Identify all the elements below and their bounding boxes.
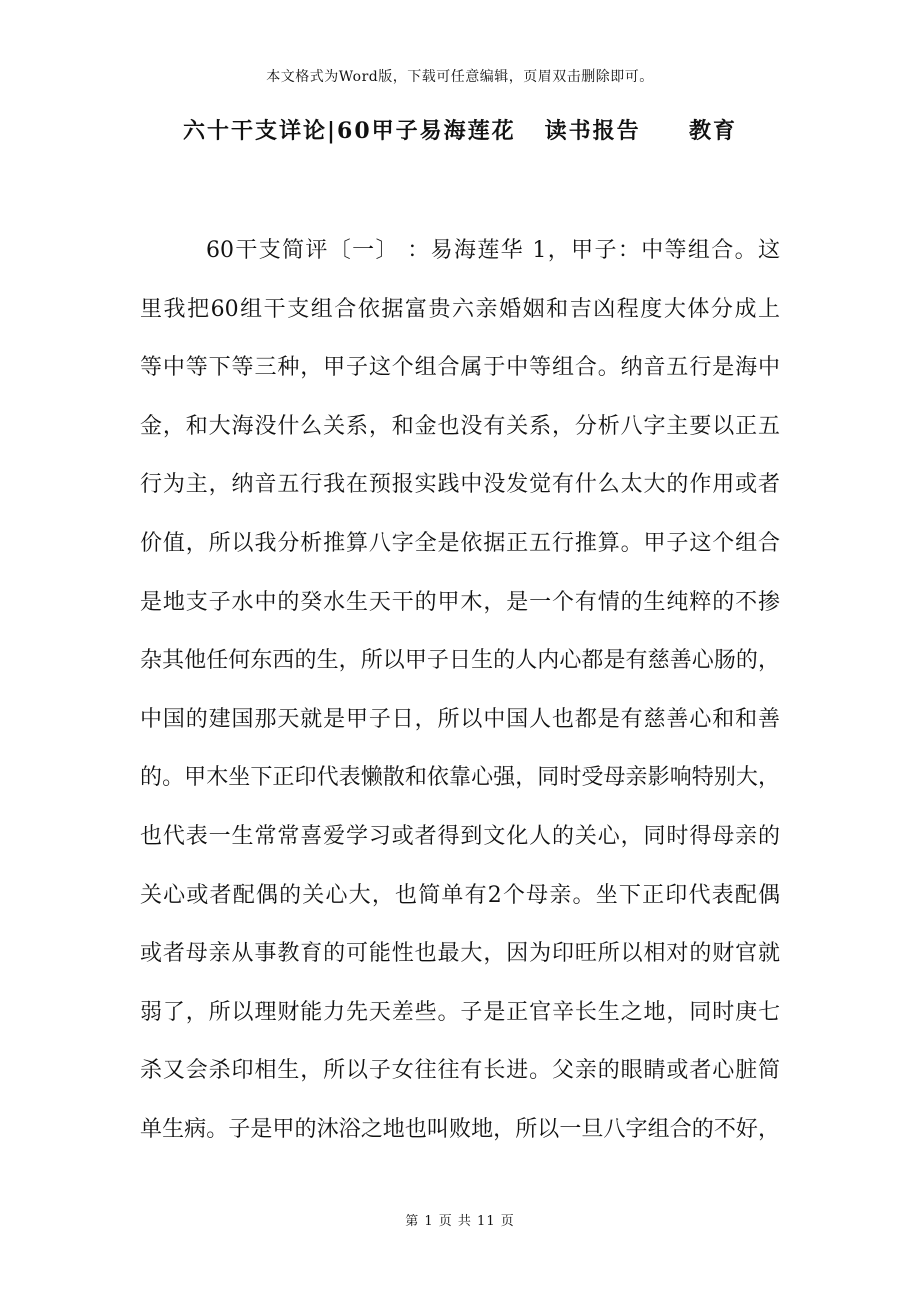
header-note: 本文格式为Word版，下载可任意编辑，页眉双击删除即可。 xyxy=(266,69,654,85)
body-line: 等中等下等三种，甲子这个组合属于中等组合。纳音五行是海中 xyxy=(140,355,780,381)
body-line: 也代表一生常常喜爱学习或者得到文化人的关心，同时得母亲的 xyxy=(140,823,780,849)
body-line: 里我把60组干支组合依据富贵六亲婚姻和吉凶程度大体分成上 xyxy=(140,296,780,322)
body-line: 的。甲木坐下正印代表懒散和依靠心强，同时受母亲影响特别大， xyxy=(140,765,780,791)
body-line: 弱了，所以理财能力先天差些。子是正官辛长生之地，同时庚七 xyxy=(140,999,780,1025)
body-line: 价值，所以我分析推算八字全是依据正五行推算。甲子这个组合 xyxy=(140,530,780,556)
body-line: 金，和大海没什么关系，和金也没有关系，分析八字主要以正五 xyxy=(140,413,780,439)
body-line: 或者母亲从事教育的可能性也最大，因为印旺所以相对的财官就 xyxy=(140,941,780,967)
body-line: 是地支子水中的癸水生天干的甲木，是一个有情的生纯粹的不掺 xyxy=(140,589,780,615)
body-line: 杀又会杀印相生，所以子女往往有长进。父亲的眼睛或者心脏简 xyxy=(140,1058,780,1084)
body-line: 单生病。子是甲的沐浴之地也叫败地，所以一旦八字组合的不好， xyxy=(140,1116,780,1142)
page-number-footer: 第 1 页 共 11 页 xyxy=(405,1214,515,1229)
body-line: 60干支简评〔一〕 ：易海莲华 1，甲子：中等组合。这 xyxy=(206,238,780,263)
body-line: 行为主，纳音五行我在预报实践中没发觉有什么太大的作用或者 xyxy=(140,472,780,498)
body-line: 关心或者配偶的关心大，也简单有2个母亲。坐下正印代表配偶 xyxy=(140,882,780,908)
document-body xyxy=(140,228,780,1166)
body-line: 杂其他任何东西的生，所以甲子日生的人内心都是有慈善心肠的， xyxy=(140,648,780,674)
document-title: 六十干支详论|60甲子易海莲花 读书报告 教育 xyxy=(183,118,737,144)
body-line: 中国的建国那天就是甲子日，所以中国人也都是有慈善心和和善 xyxy=(140,706,780,732)
